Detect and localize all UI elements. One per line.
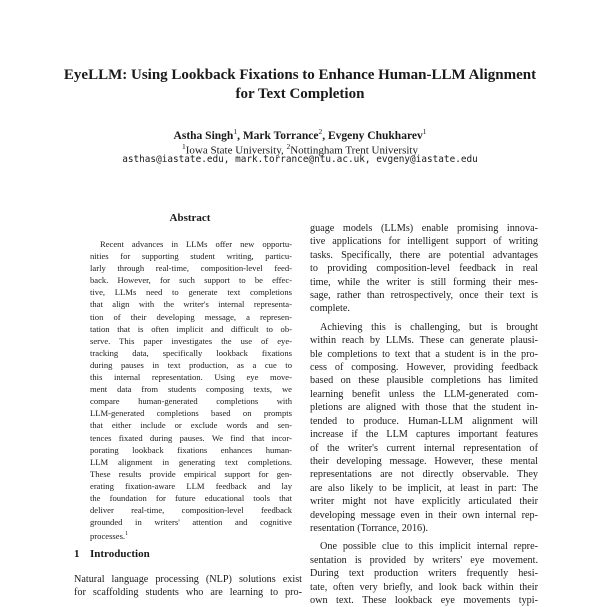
text-line: tive applications for intelligent support of writing	[310, 236, 538, 248]
text-line: nities for supporting student writing, particu-	[90, 251, 292, 262]
text-line: that align with the writer's internal representa-	[90, 299, 292, 310]
right-column-body	[310, 222, 538, 607]
text-line: deliver real-time, composition-level feedback	[90, 505, 292, 516]
text-line: based on these plausible completions has limited	[310, 375, 538, 387]
title-line-1: EyeLLM: Using Lookback Fixations to Enhance Human-LLM Alignment	[63, 67, 537, 83]
section-title: Introduction	[90, 548, 150, 560]
text-line: their developing message. However, these mental	[310, 455, 538, 467]
text-line: complete.	[310, 303, 350, 315]
affil-separator: ,	[280, 144, 287, 157]
text-line: writer might not have explicitly articulated their	[310, 496, 538, 508]
text-line: cess of composing. However, providing feedback	[310, 362, 538, 374]
text-line: erating fixation-aware LLM feedback and lay	[90, 480, 292, 491]
text-line: grounded in writers' attention and cognitive	[90, 517, 292, 528]
text-line: this internal representation. Using eye move-	[90, 372, 292, 383]
text-line: pletions are aligned with those that the student in-	[310, 402, 538, 414]
text-line: tracking data, specifically lookback fixations	[90, 347, 292, 358]
footnote-mark: 1	[125, 531, 129, 538]
text-line: tion of their developing message, a represen-	[90, 311, 292, 322]
abstract-body	[90, 238, 292, 542]
section-heading-introduction	[74, 548, 150, 560]
text-line: during pauses in text production, as a cue to	[90, 359, 292, 370]
text-line: processes.$^1$	[90, 531, 129, 542]
text-line: ment data from students composing texts, we	[90, 384, 292, 395]
text-line: During text production writers frequently hesi-	[310, 568, 538, 580]
text-line: LLM alignment in generating text completions.	[90, 456, 292, 467]
text-line: increase if the LLM captures important features	[310, 429, 538, 441]
text-line: sage, rather than retrospectively, once their text is	[310, 290, 538, 302]
text-line: LLM-generated completions based on prompts	[90, 408, 292, 419]
text-line: learning benefit unless the LLM-generated com-	[310, 388, 538, 400]
text-line: compare human-generated completions with	[90, 396, 292, 407]
text-line: Natural language processing (NLP) solutions exist	[74, 574, 302, 585]
author-affil-mark: 2	[318, 127, 323, 136]
author-separator: ,	[237, 129, 243, 142]
text-line: are also likely to be implicit, at least in part: The	[310, 482, 538, 494]
text-line: sentation is provided by writers' eye movement.	[310, 554, 538, 566]
text-line: the foundation for future educational tools that	[90, 492, 292, 503]
text-line: tences fixated during pauses. We find that incor-	[90, 432, 292, 443]
text-line: to providing composition-level feedback in real	[310, 263, 538, 275]
text-line: back. However, for such support to be effec-	[90, 275, 292, 286]
text-line: These results provide empirical support for gen-	[90, 468, 292, 479]
text-line: Recent advances in LLMs offer new opportu-	[100, 239, 292, 249]
affil-mark: 2	[286, 142, 291, 151]
author-separator: ,	[322, 129, 329, 142]
text-line: Achieving this is challenging, but is brought	[320, 321, 538, 333]
text-line: One possible clue to this implicit internal repre-	[320, 541, 538, 553]
abstract-heading: Abstract	[169, 212, 211, 224]
text-line: within reach by LLMs. These can generate plausi-	[310, 335, 538, 347]
author-emails: asthas@iastate.edu, mark.torrance@ntu.ac.uk, evgeny@iastate.edu	[122, 154, 478, 165]
author-name: Evgeny Chukharev	[328, 129, 423, 142]
text-line: resentation (Torrance, 2016).	[310, 522, 429, 534]
text-line: developing message even in their own internal rep-	[310, 509, 538, 521]
text-line: tation that is often implicit and difficult to ob-	[90, 323, 292, 334]
text-line: own text. These lookback eye movements typi-	[310, 594, 538, 606]
author-name: Mark Torrance	[242, 129, 319, 142]
text-line: that either include or exclude words and sen-	[90, 420, 292, 431]
text-line: tive, LLMs need to generate text completions	[90, 287, 292, 298]
affil-name: Nottingham Trent University	[290, 144, 418, 157]
text-line: tasks. Specifically, there are potential advantages	[310, 249, 538, 261]
affil-mark: 1	[182, 142, 186, 151]
paper-title	[40, 66, 560, 104]
introduction-body	[74, 573, 302, 600]
author-name: Astha Singh	[173, 129, 234, 142]
text-line: time, while the writer is still forming their mes-	[310, 276, 538, 288]
affil-name: Iowa State University	[185, 144, 281, 157]
text-line: porating lookback fixations enhances human-	[90, 444, 292, 455]
title-line-2: for Text Completion	[235, 86, 365, 102]
text-line: of the writer's current internal representation of	[310, 442, 538, 454]
text-line: tended to produce. Human-LLM alignment will	[310, 415, 538, 427]
author-affil-mark: 1	[422, 127, 427, 136]
text-line: representations are not directly observable. They	[310, 469, 538, 481]
text-line: serve. This paper investigates the use of eye-	[90, 335, 292, 346]
text-line: tate, often very briefly, and look back within their	[310, 581, 538, 593]
text-line: ble completions to text that a student is in the pro-	[310, 348, 538, 360]
author-affil-mark: 1	[233, 127, 238, 136]
text-line: guage models (LLMs) enable promising innova-	[310, 223, 538, 234]
text-line: for scaffolding students who are learning to pro-	[74, 587, 302, 599]
section-number: 1	[74, 548, 80, 560]
text-line: larly through real-time, composition-level feed-	[90, 263, 292, 274]
